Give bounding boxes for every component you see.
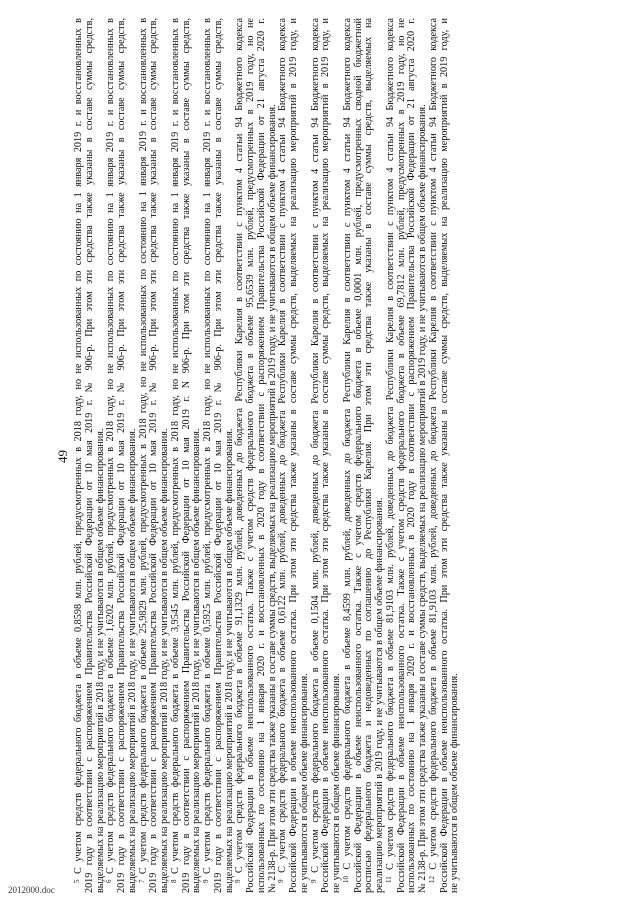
footnote-text: № 2138-р. При этом эти средства также указаны в составе суммы средств, выделяемых на реализацию мероприятий в 2019 году, и не учитываются в общем объеме финансирования. (417, 104, 428, 893)
footnote-text: Российской Федерации в объеме неиспользованного остатка. При этом эти средства также указаны в составе суммы средств, выделяемых на реализацию мероприятий в 2019 году, и (288, 18, 299, 893)
footnote-marker: 6 (105, 879, 114, 883)
footnote-text: Российской Федерации в объеме неиспользованного остатка. Также с учетом средств федерального бюджета в объеме 95,6539 млн. рублей, предусмотренных в 2019 году, но не (245, 18, 256, 893)
footnote-text: С учетом средств федерального бюджета в объеме 0,5925 млн. рублей, предусмотренных в 2018 году, но не использованных по состоянию на 1 января 2019 г. и восстановленных в (202, 18, 213, 874)
footnote-text: С учетом средств федерального бюджета в объеме 81,9103 млн. рублей, доведенных до бюджета Республики Карелия в соответствии с пунктом 4 статьи 94 Бюджетного кодекса (427, 18, 439, 870)
footnote-text: С учетом средств федерального бюджета в объеме 1,6202 млн. рублей, предусмотренных в 2018 году, но не использованных по состоянию на 1 января 2019 г. и восстановленных в (105, 18, 117, 874)
footnote-text: реализацию мероприятий в 2019 году, и не учитываются в общем объеме финансирования. (374, 497, 385, 893)
footnote-marker: 11 (384, 876, 393, 883)
footnote-text: Российской Федерации в объеме неиспользованного остатка. Также с учетом средств федерального бюджета в объеме 0,0001 млн. рублей, предусмотренных сводной бюджетной (352, 18, 364, 893)
footnote-marker: 9 (309, 879, 318, 883)
rotated-page (52, 14, 612, 899)
footnote-text: С учетом средств федерального бюджета в объеме 81,9103 млн. рублей, доведенных до бюджета Республики Карелия в соответствии с пунктом 4 статьи 94 Бюджетного кодекса (384, 18, 396, 871)
footnote-text: 2019 году в соответствии с распоряжением Правительства Российской Федерации от 10 мая 2019 г. N 906-р. При этом эти средства также указаны в составе суммы средств, (180, 18, 192, 893)
footnote-text: использованных по состоянию на 1 января 2020 г. и восстановленных в 2020 году в соответствии с распоряжением Правительства Российской Федерации от 21 августа 2020 г. (406, 18, 418, 893)
footnote-text: Российской Федерации в объеме неиспользованного остатка. При этом эти средства также указаны в составе суммы средств, выделяемых на реализацию мероприятий в 2019 году, и (320, 18, 332, 893)
footnote-marker: 9 (277, 879, 286, 883)
footnote-text: С учетом средств федерального бюджета в объеме 0,1504 млн. рублей, доведенных до бюджета Республики Карелия в соответствии с пунктом 4 статьи 94 Бюджетного кодекса (309, 18, 321, 873)
footnote-marker: 8 (169, 879, 178, 883)
footnote-marker: 5 (73, 879, 81, 883)
footnote-text: № 2138-р. При этом эти средства также указаны в составе суммы средств, выделяемых на реализацию мероприятий в 2019 году, и не учитываются в общем объеме финансирования. (266, 104, 278, 893)
footnote-text: 2019 году в соответствии с распоряжением Правительства Российской Федерации от 10 мая 2019 г. № 906-р. При этом эти средства также указаны в составе суммы средств, (212, 18, 224, 893)
footnote-text: С учетом средств федерального бюджета в объеме 25,9829 млн. рублей, предусмотренных в 2018 году, но не использованных по состоянию на 1 января 2019 г. и восстановленных в (137, 18, 149, 875)
document-id: 2012000.doc (8, 885, 55, 895)
footnote-marker: 9 (202, 879, 210, 883)
footnote-marker: 10 (341, 876, 350, 883)
footnote-text: не учитываются в общем объеме финансирования. (298, 673, 310, 893)
footnote-text: выделяемых на реализацию мероприятий в 2018 году, и не учитываются в общем объеме финансирования. (223, 428, 235, 893)
footnote-text: С учетом средств федерального бюджета в объеме 0,6122 млн. рублей, доведенных до бюджета Республики Карелия в соответствии с пунктом 4 статьи 94 Бюджетного кодекса (277, 18, 289, 873)
footnote-text: выделяемых на реализацию мероприятий в 2018 году, и не учитываются в общем объеме финансирования. (126, 428, 138, 893)
footnote-text: не учитываются в общем объеме финансирования. (331, 673, 342, 893)
footnote-marker: 9 (234, 879, 243, 883)
page-number: 49 (55, 450, 70, 463)
footnote-text: не учитываются в общем объеме финансирования. (449, 673, 461, 893)
footnote-text: Российской Федерации в объеме неиспользованного остатка. При этом эти средства также указаны в составе суммы средств, выделяемых на реализацию мероприятий в 2019 году, и (438, 18, 450, 893)
footnote-line (450, 18, 461, 893)
footnote-text: С учетом средств федерального бюджета в объеме 3,9545 млн. рублей, предусмотренных в 2018 году, но не использованных по состоянию на 1 января 2019 г. и восстановленных в (169, 18, 181, 874)
footnote-text: 2019 году в соответствии с распоряжением Правительства Российской Федерации от 10 мая 2019 г. № 906-р. При этом эти средства также указаны в составе суммы средств, (148, 18, 160, 893)
footnote-text: выделяемых на реализацию мероприятий в 2018 году, и не учитываются в общем объеме финансирования. (94, 428, 106, 893)
footnote-text: С учетом средств федерального бюджета в объеме 8,4599 млн. рублей, доведенных до бюджета Республики Карелия в соответствии с пунктом 4 статьи 94 Бюджетного кодекса (341, 18, 353, 870)
footnotes (74, 18, 461, 893)
footnote-text: 2019 году в соответствии с распоряжением Правительства Российской Федерации от 10 мая 2019 г. № 906-р. При этом эти средства также указаны в составе суммы средств, (83, 18, 95, 893)
footnote-text: использованных по состоянию на 1 января 2020 г. и восстановленных в 2020 году в соответствии с распоряжением Правительства Российской Федерации от 21 августа 2020 г. (255, 18, 267, 893)
footnote-marker: 12 (427, 876, 436, 883)
footnote-text: росписью федерального бюджета и недоведенных по соглашению до Республики Карелия. При этом эти средства также указаны в составе суммы средств, выделяемых на (363, 18, 375, 893)
footnote-text: выделяемых на реализацию мероприятий в 2018 году, и не учитываются в общем объеме финансирования. (159, 428, 170, 893)
footnote-text: С учетом средств федерального бюджета в объеме 0,8598 млн. рублей, предусмотренных в 2018 году, но не использованных по состоянию на 1 января 2019 г. и восстановленных в (73, 18, 84, 874)
footnote-text: выделяемых на реализацию мероприятий в 2018 году, и не учитываются в общем объеме финансирования. (191, 428, 203, 893)
footnote-marker: 7 (137, 879, 146, 883)
footnote-text: Российской Федерации в объеме неиспользованного остатка. Также с учетом средств федерального бюджета в объеме 69,7812 млн. рублей, предусмотренных в 2019 году, но не (395, 18, 407, 893)
footnote-text: 2019 году в соответствии с распоряжением Правительства Российской Федерации от 10 мая 2019 г. № 906-р. При этом эти средства также указаны в составе суммы средств, (116, 18, 127, 893)
footnote-text: С учетом средств федерального бюджета в объеме 91,1329 млн. рублей, доведенных до бюджета Республики Карелия в соответствии с пунктом 4 статьи 94 Бюджетного кодекса (234, 17, 246, 874)
